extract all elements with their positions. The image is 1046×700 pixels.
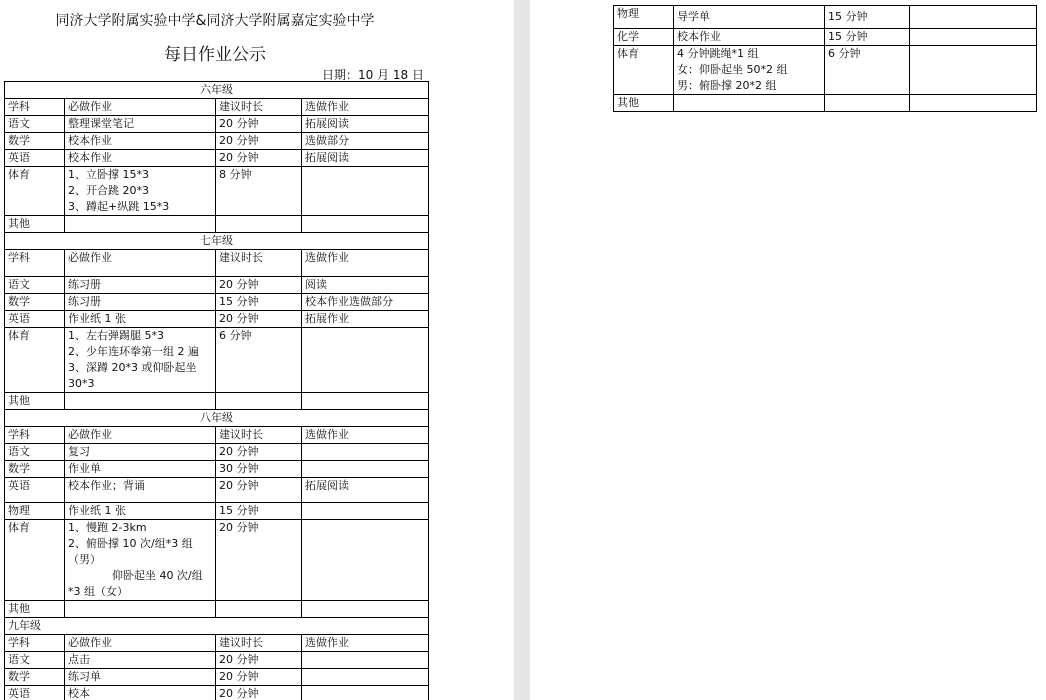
required-cell-multiline [65, 520, 216, 601]
optional-cell [910, 29, 1037, 46]
duration-cell: 15 分钟 [216, 503, 302, 520]
table-row [5, 311, 429, 328]
header-optional: 选做作业 [302, 635, 429, 652]
school-title: 同济大学附属实验中学&同济大学附属嘉定实验中学 [55, 13, 375, 29]
document-page-1 [0, 0, 514, 700]
table-row [5, 116, 429, 133]
duration-cell: 15 分钟 [216, 294, 302, 311]
header-duration: 建议时长 [216, 99, 302, 116]
subject-cell: 物理 [614, 6, 674, 29]
required-cell: 作业纸 1 张 [65, 503, 216, 520]
subject-cell: 体育 [5, 167, 65, 216]
table-row [5, 133, 429, 150]
required-cell: 练习册 [65, 294, 216, 311]
column-header-row [5, 635, 429, 652]
header-optional: 选做作业 [302, 99, 429, 116]
optional-cell: 拓展作业 [302, 311, 429, 328]
optional-cell [302, 669, 429, 686]
header-subject: 学科 [5, 99, 65, 116]
grade-header-row [5, 618, 429, 635]
optional-cell [302, 652, 429, 669]
table-row-other [5, 393, 429, 410]
optional-cell [910, 6, 1037, 29]
subject-cell: 体育 [614, 46, 674, 95]
required-cell: 点击 [65, 652, 216, 669]
required-cell: 导学单 [674, 6, 825, 29]
required-cell: 练习单 [65, 669, 216, 686]
pe-line: 3、深蹲 20*3 或仰卧起坐 [68, 361, 197, 374]
table-row [5, 150, 429, 167]
subject-cell: 英语 [5, 686, 65, 700]
required-cell: 练习册 [65, 277, 216, 294]
column-header-row [5, 427, 429, 444]
required-cell-multiline [65, 167, 216, 216]
table-row [614, 6, 1037, 29]
optional-cell: 选做部分 [302, 133, 429, 150]
pe-line: *3 组（女） [68, 585, 128, 598]
duration-cell: 20 分钟 [216, 686, 302, 700]
table-row-pe [5, 328, 429, 393]
pe-line: 2、少年连环拳第一组 2 遍 [68, 345, 199, 358]
optional-cell [302, 461, 429, 478]
duration-cell: 20 分钟 [216, 478, 302, 503]
duration-cell: 20 分钟 [216, 133, 302, 150]
optional-cell: 阅读 [302, 277, 429, 294]
subject-cell: 英语 [5, 150, 65, 167]
optional-cell [302, 328, 429, 393]
duration-cell: 20 分钟 [216, 669, 302, 686]
table-row-other [614, 95, 1037, 112]
table-row [5, 444, 429, 461]
pe-line: 1、左右弹踢腿 5*3 [68, 329, 164, 342]
optional-cell [302, 503, 429, 520]
optional-cell [302, 686, 429, 700]
duration-cell: 20 分钟 [216, 652, 302, 669]
header-required: 必做作业 [65, 427, 216, 444]
header-subject: 学科 [5, 427, 65, 444]
grade7-title: 七年级 [5, 233, 429, 250]
required-cell: 校本 [65, 686, 216, 700]
subject-cell: 其他 [5, 393, 65, 410]
subject-cell: 体育 [5, 328, 65, 393]
required-cell: 整理课堂笔记 [65, 116, 216, 133]
duration-cell: 8 分钟 [216, 167, 302, 216]
header-optional: 选做作业 [302, 250, 429, 277]
table-row [5, 503, 429, 520]
grade-header-row [5, 82, 429, 99]
table-row [5, 669, 429, 686]
document-page-2 [530, 0, 1046, 700]
header-duration: 建议时长 [216, 250, 302, 277]
subject-cell: 数学 [5, 133, 65, 150]
subject-cell: 数学 [5, 461, 65, 478]
required-cell-multiline [674, 46, 825, 95]
required-cell-multiline [65, 328, 216, 393]
subject-cell: 英语 [5, 478, 65, 503]
subject-cell: 其他 [5, 216, 65, 233]
optional-cell: 拓展阅读 [302, 478, 429, 503]
subject-cell: 其他 [614, 95, 674, 112]
pe-line: 男：俯卧撑 20*2 组 [677, 79, 777, 92]
subject-cell: 化学 [614, 29, 674, 46]
pe-line: 仰卧起坐 40 次/组 [112, 569, 203, 582]
header-subject: 学科 [5, 635, 65, 652]
pe-line: （男） [68, 553, 101, 566]
table-row-other [5, 601, 429, 618]
table-row-other [5, 216, 429, 233]
pe-line: 女：仰卧起坐 50*2 组 [677, 63, 788, 76]
duration-cell: 30 分钟 [216, 461, 302, 478]
table-row [5, 652, 429, 669]
pe-line: 1、慢跑 2-3km [68, 521, 147, 534]
duration-cell: 20 分钟 [216, 444, 302, 461]
column-header-row [5, 250, 429, 277]
pe-line: 2、俯卧撑 10 次/组*3 组 [68, 537, 193, 550]
pe-line: 2、开合跳 20*3 [68, 184, 149, 197]
duration-cell: 6 分钟 [825, 46, 910, 95]
header-required: 必做作业 [65, 635, 216, 652]
table-row [5, 277, 429, 294]
optional-cell [910, 46, 1037, 95]
subject-cell: 英语 [5, 311, 65, 328]
table-row [5, 294, 429, 311]
header-required: 必做作业 [65, 99, 216, 116]
duration-cell: 6 分钟 [216, 328, 302, 393]
duration-cell: 20 分钟 [216, 277, 302, 294]
optional-cell: 校本作业选做部分 [302, 294, 429, 311]
subject-cell: 语文 [5, 444, 65, 461]
duration-cell: 15 分钟 [825, 6, 910, 29]
date-label: 日期：10 月 18 日 [322, 68, 424, 82]
header-optional: 选做作业 [302, 427, 429, 444]
grade-header-row [5, 410, 429, 427]
duration-cell: 20 分钟 [216, 520, 302, 601]
table-row [5, 461, 429, 478]
grade8-title: 八年级 [5, 410, 429, 427]
pe-line: 4 分钟跳绳*1 组 [677, 47, 759, 60]
duration-cell: 20 分钟 [216, 311, 302, 328]
header-required: 必做作业 [65, 250, 216, 277]
page-title: 每日作业公示 [164, 45, 266, 65]
required-cell: 校本作业 [674, 29, 825, 46]
duration-cell: 20 分钟 [216, 150, 302, 167]
grade-header-row [5, 233, 429, 250]
required-cell: 复习 [65, 444, 216, 461]
optional-cell [302, 167, 429, 216]
column-header-row [5, 99, 429, 116]
optional-cell: 拓展阅读 [302, 150, 429, 167]
required-cell: 校本作业 [65, 150, 216, 167]
required-cell: 校本作业；背诵 [65, 478, 216, 503]
optional-cell: 拓展阅读 [302, 116, 429, 133]
subject-cell: 数学 [5, 669, 65, 686]
table-row-pe [5, 167, 429, 216]
table-row-pe [5, 520, 429, 601]
header-subject: 学科 [5, 250, 65, 277]
table-row-pe [614, 46, 1037, 95]
subject-cell: 物理 [5, 503, 65, 520]
pe-line: 3、蹲起+纵跳 15*3 [68, 200, 170, 213]
subject-cell: 语文 [5, 652, 65, 669]
header-duration: 建议时长 [216, 635, 302, 652]
subject-cell: 数学 [5, 294, 65, 311]
table-row [5, 478, 429, 503]
header-duration: 建议时长 [216, 427, 302, 444]
pe-line: 1、立卧撑 15*3 [68, 168, 149, 181]
homework-table [4, 81, 429, 700]
duration-cell: 20 分钟 [216, 116, 302, 133]
pe-line: 30*3 [68, 377, 95, 390]
optional-cell [302, 520, 429, 601]
subject-cell: 体育 [5, 520, 65, 601]
subject-cell: 语文 [5, 277, 65, 294]
grade9-title: 九年级 [5, 618, 429, 635]
optional-cell [302, 444, 429, 461]
required-cell: 作业单 [65, 461, 216, 478]
duration-cell: 15 分钟 [825, 29, 910, 46]
grade6-title: 六年级 [5, 82, 429, 99]
subject-cell: 其他 [5, 601, 65, 618]
subject-cell: 语文 [5, 116, 65, 133]
table-row [5, 686, 429, 700]
required-cell: 作业纸 1 张 [65, 311, 216, 328]
homework-table-continued [613, 5, 1037, 112]
required-cell: 校本作业 [65, 133, 216, 150]
table-row [614, 29, 1037, 46]
